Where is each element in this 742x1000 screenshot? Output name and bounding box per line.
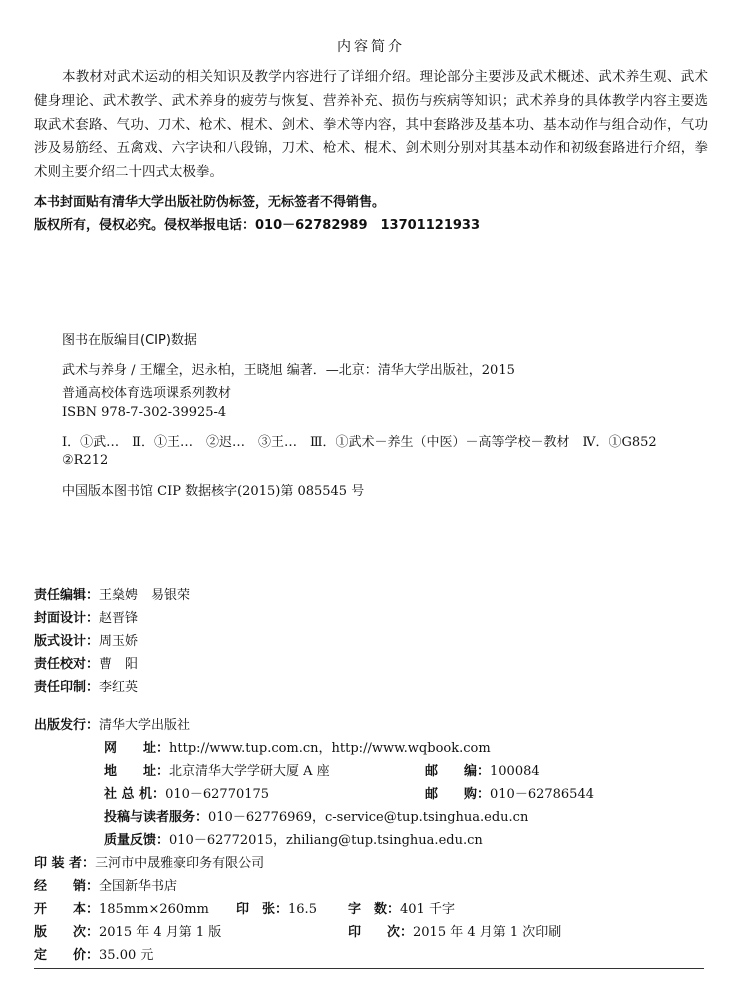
address-row [104,760,330,779]
address-label: 地 址： [104,764,170,779]
sheets-label: 印 张： [236,902,289,917]
printer-value: 三河市中晟雅豪印务有限公司 [95,856,265,871]
word-count-row [348,898,455,917]
format-row [34,898,209,917]
staff-row [34,653,138,672]
postcode-row [425,760,540,779]
cip-line: 武术与养身 / 王耀全，迟永柏，王晓旭 编著．—北京：清华大学出版社，2015 [62,363,515,378]
postcode-value: 100084 [490,764,540,779]
copyright-notice: 版权所有，侵权必究。侵权举报电话：010－62782989 13701121933 [34,218,480,233]
distributor-value: 全国新华书店 [99,879,178,894]
staff-label: 责任印制： [34,680,100,695]
staff-value: 周玉娇 [99,634,139,649]
publisher-label: 出版发行： [34,718,100,733]
edition-value: 2015 年 4 月第 1 版 [99,925,222,940]
staff-value: 李红英 [99,680,139,695]
distributor-label: 经 销： [34,879,100,894]
cip-isbn: ISBN 978-7-302-39925-4 [62,405,227,420]
impression-value: 2015 年 4 月第 1 次印刷 [413,925,562,940]
format-value: 185mm×260mm [99,902,209,917]
reader-service-value: 010－62776969，c-service@tup.tsinghua.edu.cn [208,810,529,825]
impression-label: 印 次： [348,925,414,940]
staff-row [34,630,138,649]
intro-body: 本教材对武术运动的相关知识及教学内容进行了详细介绍。理论部分主要涉及武术概述、武术养生观、武术健身理论、武术教学、武术养身的疲劳与恢复、营养补充、损伤与疾病等知识；武术养身的具体教学内容主要选取武术套路、气功、刀术、枪术、棍术、剑术、拳术等内容，其中套路涉及基本功、基本动作与组合动作，气功涉及易筋经、五禽戏、六字诀和八段锦，刀术、枪术、棍术、剑术则分别对其基本动作和初级套路进行介绍，拳术则主要介绍二十四式太极拳。 [34,69,708,181]
postcode-label: 邮 编： [425,764,491,779]
staff-value: 赵晋锋 [99,611,139,626]
cip-record-number: 中国版本图书馆 CIP 数据核字(2015)第 085545 号 [62,484,365,499]
format-label: 开 本： [34,902,100,917]
quality-feedback-value: 010－62772015，zhiliang@tup.tsinghua.edu.cn [169,833,483,848]
printer-label: 印 装 者： [34,856,96,871]
publisher-name: 清华大学出版社 [99,718,191,733]
price-label: 定 价： [34,948,100,963]
website-label: 网 址： [104,741,170,756]
staff-row [34,607,138,626]
website-row [104,737,491,756]
cip-line: Ⅰ．①武… Ⅱ．①王… ②迟… ③王… Ⅲ．①武术－养生（中医）－高等学校－教材 Ⅳ．①G852 [62,435,657,450]
impression-row [348,921,561,940]
distributor-row [34,875,177,894]
staff-row [34,584,190,603]
mail-order-value: 010－62786544 [490,787,594,802]
word-count-value: 401 千字 [400,902,455,917]
address-value: 北京清华大学学研大厦 A 座 [169,764,330,779]
publisher-row [34,714,190,733]
word-count-label: 字 数： [348,902,401,917]
staff-row [34,676,138,695]
intro-title: 内容简介 [337,39,405,55]
anti-counterfeit-notice: 本书封面贴有清华大学出版社防伪标签，无标签者不得销售。 [34,195,386,210]
switchboard-row [104,783,269,802]
price-value: 35.00 元 [99,948,154,963]
staff-label: 版式设计： [34,634,100,649]
sheets-value: 16.5 [288,902,317,917]
cip-line: 普通高校体育选项课系列教材 [62,386,232,401]
bottom-divider [34,968,704,969]
printer-row [34,852,264,871]
website-value: http://www.tup.com.cn，http://www.wqbook.com [169,741,491,756]
quality-feedback-row [104,829,483,848]
edition-row [34,921,221,940]
cip-line: ②R212 [62,453,109,468]
staff-label: 责任编辑： [34,588,100,603]
reader-service-label: 投稿与读者服务： [104,810,209,825]
price-row [34,944,153,963]
staff-label: 责任校对： [34,657,100,672]
switchboard-value: 010－62770175 [165,787,270,802]
switchboard-label: 社 总 机： [104,787,166,802]
sheets-row [236,898,317,917]
mail-order-row [425,783,594,802]
edition-label: 版 次： [34,925,100,940]
mail-order-label: 邮 购： [425,787,491,802]
staff-label: 封面设计： [34,611,100,626]
staff-value: 曹 阳 [99,657,139,672]
cip-heading: 图书在版编目(CIP)数据 [62,333,197,348]
reader-service-row [104,806,528,825]
quality-feedback-label: 质量反馈： [104,833,170,848]
staff-value: 王燊娉 易银荣 [99,588,191,603]
